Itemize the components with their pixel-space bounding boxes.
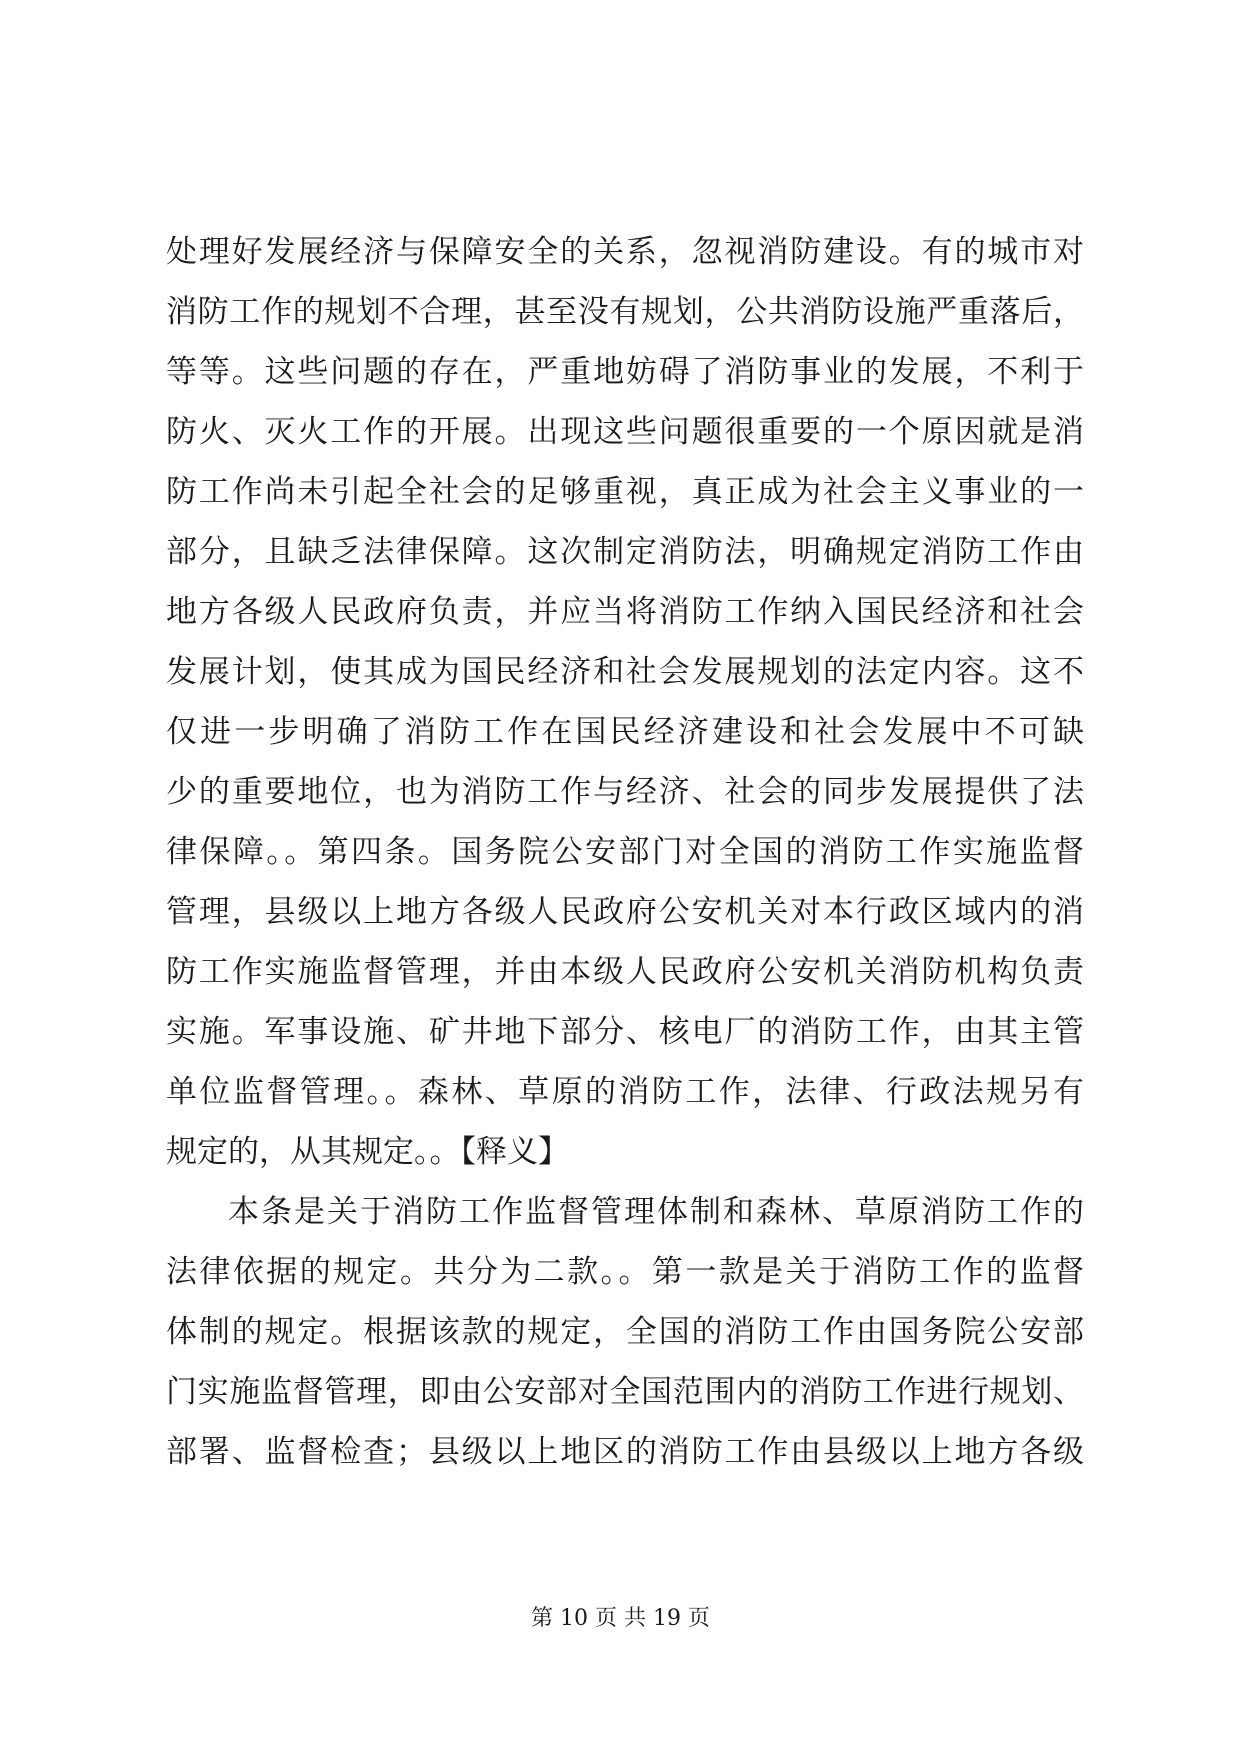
text-line: 体制的规定。根据该款的规定，全国的消防工作由国务院公安部 (166, 1314, 1084, 1350)
text-line: 管理，县级以上地方各级人民政府公安机关对本行政区域内的消 (166, 894, 1084, 930)
text-line: 仅进一步明确了消防工作在国民经济建设和社会发展中不可缺 (166, 714, 1084, 750)
text-line: 律保障。。第四条。国务院公安部门对全国的消防工作实施监督 (166, 834, 1084, 870)
text-line: 门实施监督管理，即由公安部对全国范围内的消防工作进行规划、 (166, 1374, 1084, 1410)
page-number-footer: 第 10 页 共 19 页 (531, 1606, 710, 1631)
text-line: 地方各级人民政府负责，并应当将消防工作纳入国民经济和社会 (166, 594, 1084, 630)
text-line: 消防工作的规划不合理，甚至没有规划，公共消防设施严重落后， (166, 294, 1084, 330)
text-line: 发展计划，使其成为国民经济和社会发展规划的法定内容。这不 (166, 654, 1084, 690)
text-line: 少的重要地位，也为消防工作与经济、社会的同步发展提供了法 (166, 774, 1084, 810)
text-line: 单位监督管理。。森林、草原的消防工作，法律、行政法规另有 (166, 1074, 1084, 1110)
paragraph-1 (166, 222, 1084, 1182)
text-line: 本条是关于消防工作监督管理体制和森林、草原消防工作的 (228, 1194, 1084, 1230)
text-line: 部分，且缺乏法律保障。这次制定消防法，明确规定消防工作由 (166, 534, 1084, 570)
text-line: 防火、灭火工作的开展。出现这些问题很重要的一个原因就是消 (166, 414, 1084, 450)
text-line: 处理好发展经济与保障安全的关系，忽视消防建设。有的城市对 (166, 234, 1084, 270)
paragraph-2 (166, 1182, 1084, 1482)
text-line: 部署、监督检查；县级以上地区的消防工作由县级以上地方各级 (166, 1434, 1084, 1470)
text-line: 法律依据的规定。共分为二款。。第一款是关于消防工作的监督 (166, 1254, 1084, 1290)
text-line: 等等。这些问题的存在，严重地妨碍了消防事业的发展，不利于 (166, 354, 1084, 390)
text-line: 规定的，从其规定。。【释义】 (166, 1134, 569, 1170)
text-line: 防工作实施监督管理，并由本级人民政府公安机关消防机构负责 (166, 954, 1084, 990)
text-line: 防工作尚未引起全社会的足够重视，真正成为社会主义事业的一 (166, 474, 1084, 510)
text-line: 实施。军事设施、矿井地下部分、核电厂的消防工作，由其主管 (166, 1014, 1084, 1050)
document-body (166, 222, 1084, 1482)
